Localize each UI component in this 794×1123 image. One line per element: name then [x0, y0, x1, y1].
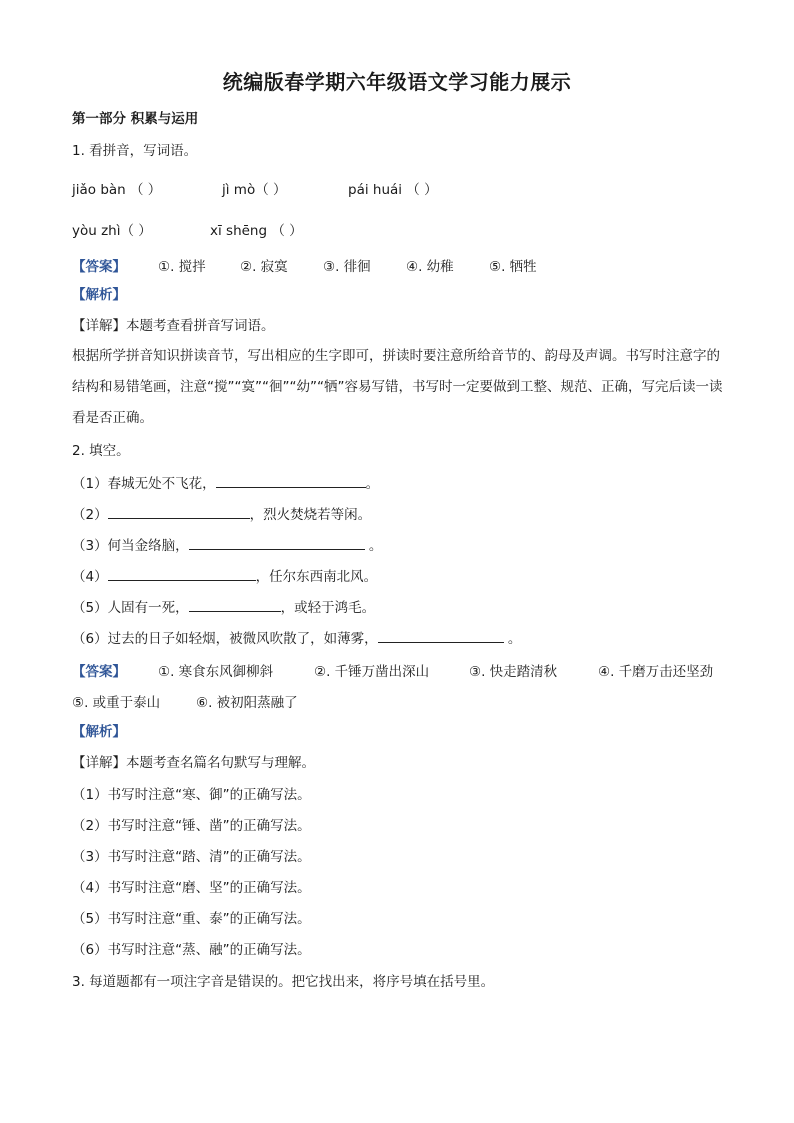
note-item: （2）书写时注意“锤、凿”的正确写法。: [72, 818, 311, 834]
fill-blank[interactable]: [216, 473, 366, 488]
answer-tag: 【答案】: [72, 664, 126, 680]
note-item: （5）书写时注意“重、泰”的正确写法。: [72, 911, 311, 927]
pinyin-item: jiǎo bàn （ ）: [72, 182, 162, 198]
fill-blank[interactable]: [108, 566, 256, 581]
answer-item: ④. 千磨万击还坚劲: [598, 664, 714, 680]
pinyin-item: jì mò（ ）: [222, 182, 287, 198]
answer-item: ④. 幼稚: [406, 259, 454, 275]
detail-line: [72, 316, 275, 336]
question-2-stem: 2. 填空。: [72, 443, 130, 459]
detail-tag: 【详解】: [72, 755, 126, 771]
fill-item-post: 。: [364, 538, 383, 554]
fill-item-pre: （1）春城无处不飞花，: [72, 476, 216, 492]
section-heading: 第一部分 积累与运用: [72, 111, 199, 127]
answer-item: ③. 徘徊: [323, 259, 371, 275]
answer-item: ②. 千锤万凿出深山: [314, 664, 430, 680]
fill-item: [72, 566, 377, 587]
fill-blank[interactable]: [189, 535, 365, 550]
fill-blank[interactable]: [189, 597, 281, 612]
pinyin-item: yòu zhì（ ）: [72, 223, 152, 239]
answer-item: ②. 寂寞: [240, 259, 288, 275]
question-1-stem: 1. 看拼音，写词语。: [72, 143, 198, 159]
pinyin-item: xī shēng （ ）: [210, 223, 303, 239]
fill-item-pre: （3）何当金络脑，: [72, 538, 189, 554]
analysis-tag: 【解析】: [72, 724, 126, 740]
fill-blank[interactable]: [378, 628, 504, 643]
fill-blank[interactable]: [108, 504, 250, 519]
answer-item: ①. 搅拌: [158, 259, 206, 275]
answer-item: ⑥. 被初阳蒸融了: [196, 695, 298, 711]
answer-item: ⑤. 牺牲: [489, 259, 537, 275]
fill-item: [72, 597, 375, 618]
fill-item: [72, 504, 371, 525]
answer-item: ③. 快走踏清秋: [469, 664, 558, 680]
fill-item-pre: （6）过去的日子如轻烟，被微风吹散了，如薄雾，: [72, 631, 378, 647]
page-title: 统编版春学期六年级语文学习能力展示: [222, 70, 572, 94]
fill-item: [72, 535, 382, 556]
fill-item-pre: （5）人固有一死，: [72, 600, 189, 616]
detail-tag: 【详解】: [72, 318, 126, 334]
answer-tag: 【答案】: [72, 259, 126, 275]
fill-item-pre: （2）: [72, 507, 108, 523]
note-item: （6）书写时注意“蒸、融”的正确写法。: [72, 942, 311, 958]
fill-item: [72, 473, 379, 494]
answer-item: ⑤. 或重于泰山: [72, 695, 161, 711]
detail-line: [72, 753, 315, 773]
detail-lead: 本题考查名篇名句默写与理解。: [126, 755, 315, 771]
detail-paragraph: 根据所学拼音知识拼读音节，写出相应的生字即可，拼读时要注意所给音节的、韵母及声调。书写时注意字的结构和易错笔画，注意“搅”“寞”“徊”“幼”“牺”容易写错，书写时一定要做到工整、规范、正确，写完后读一读看是否正确。: [72, 348, 723, 426]
note-item: （4）书写时注意“磨、坚”的正确写法。: [72, 880, 311, 896]
fill-item-pre: （4）: [72, 569, 108, 585]
note-item: （1）书写时注意“寒、御”的正确写法。: [72, 787, 311, 803]
fill-item-post: ，烈火焚烧若等闲。: [249, 507, 372, 523]
fill-item-post: 。: [365, 476, 380, 492]
note-item: （3）书写时注意“踏、清”的正确写法。: [72, 849, 311, 865]
question-3-stem: 3. 每道题都有一项注字音是错误的。把它找出来，将序号填在括号里。: [72, 974, 495, 990]
fill-item-post: ，或轻于鸿毛。: [280, 600, 376, 616]
analysis-tag: 【解析】: [72, 287, 126, 303]
pinyin-item: pái huái （ ）: [348, 182, 438, 198]
fill-item-post: 。: [503, 631, 522, 647]
fill-item: [72, 628, 521, 649]
answer-item: ①. 寒食东风御柳斜: [158, 664, 274, 680]
fill-item-post: ，任尔东西南北风。: [255, 569, 378, 585]
detail-lead: 本题考查看拼音写词语。: [126, 318, 275, 334]
